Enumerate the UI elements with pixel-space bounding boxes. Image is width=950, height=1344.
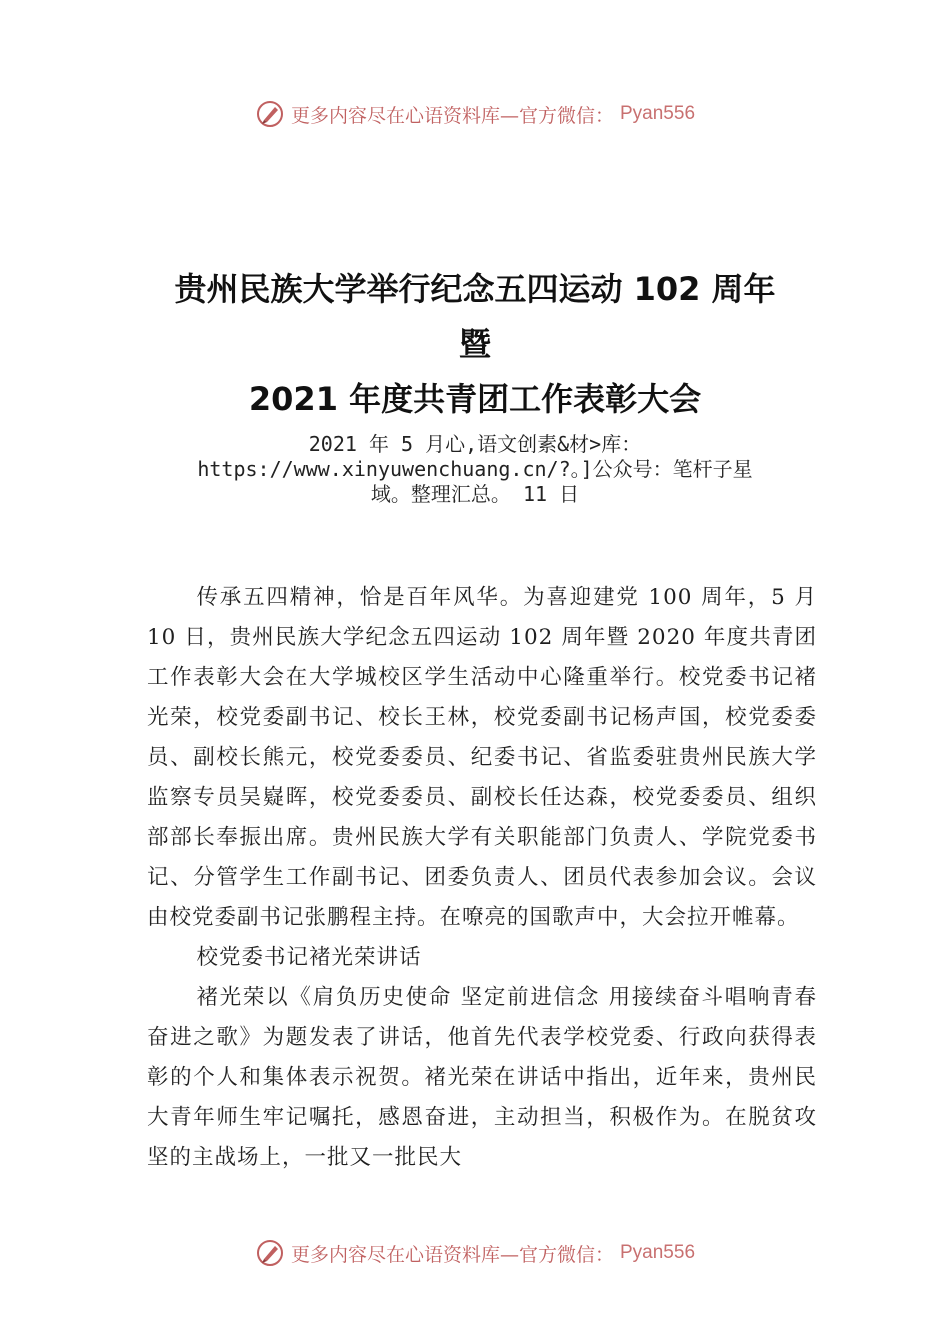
subtitle-line-2: https://www.xinyuwenchuang.cn/?。]公众号：笔杆子星	[197, 457, 753, 481]
paragraph-intro: 传承五四精神，恰是百年风华。为喜迎建党 100 周年，5 月 10 日，贵州民族大学纪念五四运动 102 周年暨 2020 年度共青团工作表彰大会在大学城校区学生活动中心隆重举行。校党委书记褚光荣，校党委副书记、校长王林，校党委副书记杨声国，校党委委员、副校长熊元，校党委委员、纪委书记、省监委驻贵州民族大学监察专员吴嶷晖，校党委委员、副校长任达森，校党委委员、组织部部长奉振出席。贵州民族大学有关职能部门负责人、学院党委书记、分管学生工作副书记、团委负责人、团员代表参加会议。会议由校党委副书记张鹏程主持。在嘹亮的国歌声中，大会拉开帷幕。	[147, 585, 817, 930]
paragraph-speech: 褚光荣以《肩负历史使命 坚定前进信念 用接续奋斗唱响青春奋进之歌》为题发表了讲话，他首先代表学校党委、行政向获得表彰的个人和集体表示祝贺。褚光荣在讲话中指出，近年来，贵州民大青年师生牢记嘱托，感恩奋进，主动担当，积极作为。在脱贫攻坚的主战场上，一批又一批民大	[147, 985, 817, 1170]
document-title	[0, 262, 950, 427]
paragraph-caption: 校党委书记褚光荣讲话	[196, 945, 422, 970]
subtitle-line-1: 2021 年 5 月心,语文创素&材>库：	[308, 432, 642, 456]
watermark-handle: Pyan556	[620, 103, 696, 124]
title-line-3: 2021 年度共青团工作表彰大会	[248, 380, 702, 418]
header-watermark	[0, 97, 950, 131]
watermark-text: 更多内容尽在心语资料库—官方微信：	[290, 1243, 614, 1266]
watermark-text: 更多内容尽在心语资料库—官方微信：	[290, 104, 614, 127]
title-line-1: 贵州民族大学举行纪念五四运动 102 周年	[174, 270, 776, 308]
article-body	[147, 578, 817, 1178]
document-subtitle	[120, 432, 830, 507]
watermark-handle: Pyan556	[620, 1242, 696, 1263]
footer-watermark	[0, 1236, 950, 1270]
pen-logo-icon	[255, 1238, 285, 1268]
pen-logo-icon	[255, 99, 285, 129]
subtitle-line-3: 域。整理汇总。 11 日	[370, 482, 580, 506]
title-line-2: 暨	[458, 325, 491, 363]
